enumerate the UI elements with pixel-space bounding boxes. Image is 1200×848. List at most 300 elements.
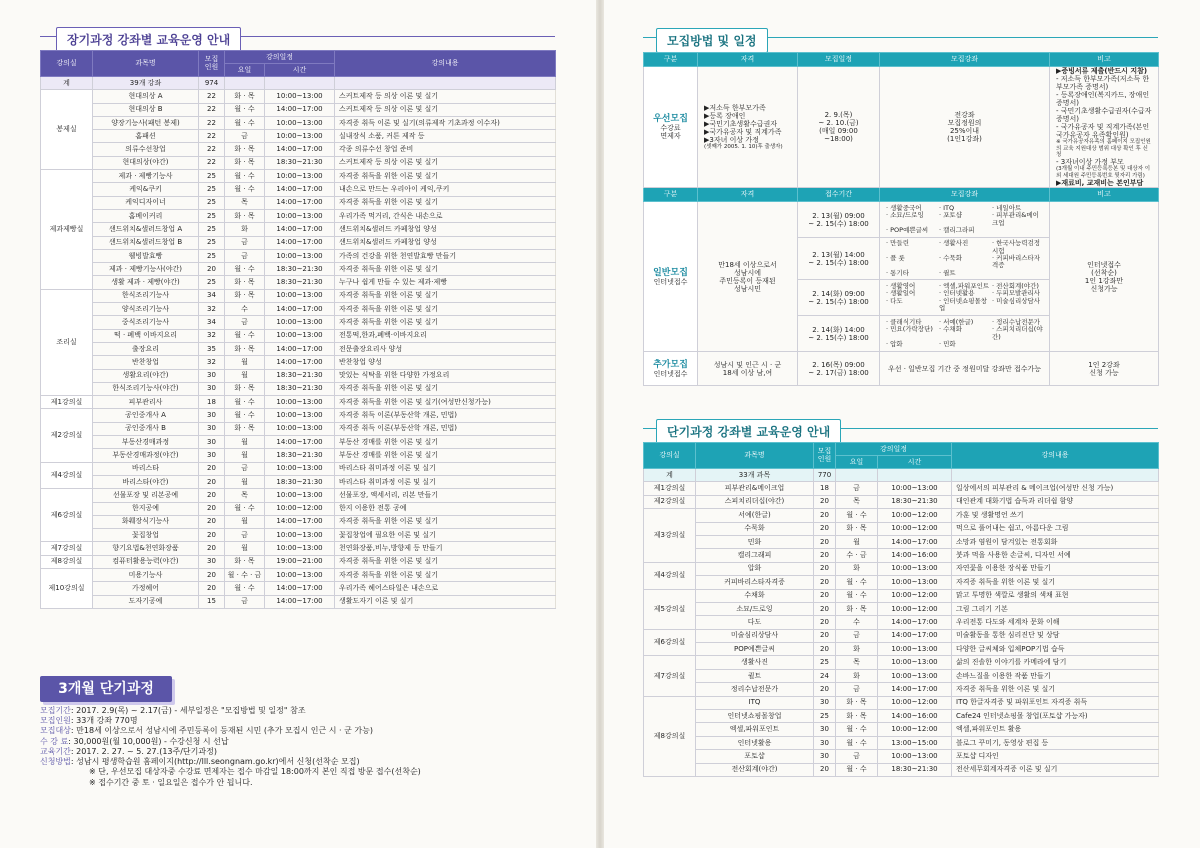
time: 14:00~17:00	[265, 356, 335, 369]
quota: 20	[814, 495, 836, 508]
content: 엑셀,파워포인트 활용	[952, 723, 1159, 736]
day: 화 · 목	[836, 710, 878, 723]
course-name: 부동산경매과정	[93, 436, 199, 449]
quota: 20	[814, 549, 836, 562]
time: 13:00~15:00	[878, 736, 952, 749]
info-key: 모집인원	[40, 716, 71, 726]
time: 14:00~17:00	[265, 582, 335, 595]
list-line: ▶국가유공자 및 직계가족	[704, 127, 782, 136]
table-row	[41, 515, 556, 528]
course-name: 피부관리사	[93, 396, 199, 409]
course-name: 선물포장 및 리본공예	[93, 489, 199, 502]
room-cell: 제3강의실	[644, 509, 696, 563]
course-name: 전산회계(야간)	[696, 763, 814, 776]
header-quota: 모집 인원	[814, 443, 836, 469]
time: 14:00~17:00	[265, 223, 335, 236]
course-name: 화훼장식기능사	[93, 515, 199, 528]
day: 화 · 목	[836, 696, 878, 709]
fee-note: ▶재료비, 교재비는 본인부담	[1056, 179, 1144, 188]
time: 10:00~13:00	[878, 669, 952, 682]
note-line: - 국가유공자 및 직계가족(본인 국가유공자 유족확인원)	[1056, 123, 1150, 140]
course-name: 꽃집창업	[93, 529, 199, 542]
header-cell: 모집강좌	[880, 53, 1050, 67]
header-room: 강의실	[644, 443, 696, 469]
course-item: · 다도	[886, 296, 903, 305]
quota: 25	[199, 276, 225, 289]
table-row	[41, 582, 556, 595]
content: 가훈 및 생활명언 쓰기	[952, 509, 1159, 522]
table-row	[41, 555, 556, 568]
table-row	[644, 482, 1159, 495]
content: Cafe24 인터넷쇼핑몰 창업(포토샵 가능자)	[952, 710, 1159, 723]
list-line: 25%이내	[949, 127, 980, 136]
table-row	[41, 436, 556, 449]
course-name: 중식조리기능사	[93, 316, 199, 329]
quota: 25	[814, 656, 836, 669]
qual-note: (셋째가 2005. 1. 10)후 출생자)	[704, 144, 783, 150]
list-line: (선착순)	[1091, 268, 1117, 277]
info-row	[40, 747, 560, 757]
course-name: 홈베이커리	[93, 209, 199, 222]
course-item: · 통기타	[886, 268, 909, 277]
content: 스커트제작 등 의상 이론 및 실기	[335, 156, 556, 169]
list-line: 모집정원의	[947, 118, 982, 127]
table-row	[41, 183, 556, 196]
content: 자격증 취득을 위한 이론 및 실기	[952, 576, 1159, 589]
time: 14:00~17:00	[265, 436, 335, 449]
time: 10:00~13:00	[265, 249, 335, 262]
time: 10:00~12:00	[878, 696, 952, 709]
content: 가족의 건강을 위한 천연발효빵 만들기	[335, 249, 556, 262]
day: 목	[836, 656, 878, 669]
total-label: 계	[644, 469, 696, 482]
course-item: · ITQ	[939, 203, 955, 212]
table-row	[644, 643, 1159, 656]
content: 각종 의류수선 창업 준비	[335, 143, 556, 156]
content: 샌드위치&샐러드 카페창업 양성	[335, 236, 556, 249]
course-item: · 피부관리&메이크업	[992, 211, 1039, 227]
general-label-cell	[644, 202, 698, 352]
room-cell: 제1강의실	[644, 482, 696, 495]
list-line: 인터넷접수	[1087, 260, 1121, 269]
table-row	[644, 522, 1159, 535]
table-row	[41, 529, 556, 542]
table-row	[41, 263, 556, 276]
quota: 20	[814, 763, 836, 776]
time: 10:00~13:00	[265, 422, 335, 435]
table-row	[644, 736, 1159, 749]
course-name: ITQ	[696, 696, 814, 709]
table-row	[41, 236, 556, 249]
quota: 20	[199, 462, 225, 475]
time: 10:00~13:00	[878, 643, 952, 656]
table-row	[41, 489, 556, 502]
time: 10:00~13:00	[878, 482, 952, 495]
list-cell	[798, 352, 880, 386]
time: 10:00~12:00	[878, 509, 952, 522]
day: 금	[225, 462, 265, 475]
page-gutter	[596, 0, 604, 848]
info-row	[40, 737, 560, 747]
general-row	[644, 202, 1159, 238]
day: 금	[836, 683, 878, 696]
quota: 20	[814, 589, 836, 602]
time: 10:00~13:00	[265, 130, 335, 143]
quota: 20	[199, 502, 225, 515]
day: 월 · 수	[225, 409, 265, 422]
course-name: 케익디자이너	[93, 196, 199, 209]
time: 10:00~13:00	[265, 90, 335, 103]
recruitment-table	[643, 52, 1159, 386]
quota: 20	[199, 542, 225, 555]
content: 바리스타 취미과정 이론 및 실기	[335, 475, 556, 488]
time: 14:00~17:00	[265, 236, 335, 249]
note-small: ※ 국가유공자유족의 홈페이지 모집인원의 교육 지원대상 범위 대상 확인 후 신청	[1056, 139, 1151, 159]
day: 금	[225, 529, 265, 542]
day: 화 · 목	[225, 209, 265, 222]
list-line: ▶국민기초생활수급권자	[704, 119, 778, 128]
course-item: · 네일아트	[992, 203, 1022, 212]
content: 일상에서의 피부관리 & 메이크업(여성만 신청 가능)	[952, 482, 1159, 495]
day: 월 · 수	[225, 396, 265, 409]
time: 10:00~12:00	[878, 602, 952, 615]
quota: 25	[199, 183, 225, 196]
list-line: 신청 가능	[1089, 368, 1119, 377]
content: 자격증 취득을 위한 이론 및 실기	[335, 316, 556, 329]
quota: 20	[199, 582, 225, 595]
course-name: 제과 · 제빵기능사(야간)	[93, 263, 199, 276]
short-course-banner: 3개월 단기과정	[40, 676, 172, 702]
course-grid	[882, 281, 1047, 315]
quota: 18	[814, 482, 836, 495]
course-name: 압화	[696, 562, 814, 575]
quota: 30	[199, 422, 225, 435]
list	[700, 261, 795, 293]
table-row	[41, 170, 556, 183]
course-item: · 스피치리더십(야간)	[992, 325, 1043, 341]
content: 자격증 취득 이론(부동산학 개론, 민법)	[335, 422, 556, 435]
quota: 24	[814, 669, 836, 682]
course-item: · 정리수납전문가	[992, 317, 1041, 326]
course-name: 컴퓨터활용능력(야간)	[93, 555, 199, 568]
table-row	[41, 342, 556, 355]
note-line: - 국민기초생활수급권자(수급자 증명서)	[1056, 107, 1152, 124]
table-row	[41, 329, 556, 342]
room-cell: 제2강의실	[41, 409, 93, 462]
content: 우리전통 다도와 세계차 문화 이해	[952, 616, 1159, 629]
note-title: ▶증빙서류 제출(반드시 지참)	[1056, 67, 1148, 75]
quota: 20	[814, 602, 836, 615]
course-item: · 생활사진	[939, 239, 969, 248]
time: 18:30~21:30	[265, 263, 335, 276]
list-line: 신청가능	[1090, 284, 1118, 293]
course-item: · 전산회계(야간)	[992, 281, 1039, 290]
list-line: 성남시민	[733, 284, 762, 293]
priority-row	[644, 67, 1159, 188]
time: 14:00~17:00	[265, 103, 335, 116]
table-row	[41, 156, 556, 169]
course-name: 도자기공예	[93, 595, 199, 608]
time: 10:00~13:00	[265, 529, 335, 542]
slot-date: 2. 13(월) 14:00 ~ 2. 15(수) 18:00	[798, 238, 880, 280]
list-cell	[698, 202, 798, 352]
quota: 35	[199, 342, 225, 355]
quota: 30	[199, 449, 225, 462]
course-item: · 엑셀,파워포인트	[939, 281, 990, 290]
short-course-table	[643, 442, 1159, 777]
total-empty	[225, 77, 265, 90]
course-item: · 인터넷활용	[939, 289, 975, 298]
course-item: · 인터넷쇼핑몰창업	[939, 296, 988, 313]
priority-sub: 면제자	[660, 132, 681, 141]
table-row	[644, 602, 1159, 615]
list-line: ~ 2. 17(금) 18:00	[808, 368, 869, 377]
list-cell	[1050, 352, 1159, 386]
day: 월 · 수	[836, 763, 878, 776]
day: 화 · 목	[225, 289, 265, 302]
course-item: · 한국사능력검정시험	[992, 239, 1041, 255]
content: 천연화장품,비누,방향제 등 만들기	[335, 542, 556, 555]
course-name: 양장기능사(패턴 봉제)	[93, 116, 199, 129]
time: 14:00~16:00	[878, 710, 952, 723]
content: 자격증 취득을 위한 이론 및 실기	[335, 382, 556, 395]
table-row	[41, 130, 556, 143]
list-cell	[880, 67, 1050, 188]
day: 금	[225, 249, 265, 262]
header-cell: 구분	[644, 188, 698, 202]
quota: 25	[814, 710, 836, 723]
info-value: : 2017. 2.9(목) ~ 2.17(금) - 세부일정은 "모집방법 및 일정" 참조	[70, 706, 306, 715]
extra-row	[644, 352, 1159, 386]
table-row	[644, 589, 1159, 602]
quota: 34	[199, 289, 225, 302]
info-value: : 2017. 2. 27. ~ 5. 27.(13주/단기과정)	[70, 746, 217, 756]
day: 월 · 수 · 금	[225, 568, 265, 581]
total-course-count: 33개 과목	[696, 469, 814, 482]
time: 14:00~17:00	[265, 196, 335, 209]
quota: 20	[814, 562, 836, 575]
list-line: 성남시에	[733, 268, 762, 277]
quota: 20	[814, 629, 836, 642]
content: 자격증 취득을 위한 이론 및 실기	[335, 196, 556, 209]
time: 14:00~17:00	[878, 535, 952, 548]
time: 10:00~13:00	[265, 329, 335, 342]
course-name: 제과 · 제빵기능사	[93, 170, 199, 183]
course-name: 현대의상 A	[93, 90, 199, 103]
priority-label-cell	[644, 67, 698, 188]
content: 맛있는 식탁을 위한 다양한 가정요리	[335, 369, 556, 382]
priority-notes-cell	[1050, 67, 1159, 188]
day: 화 · 목	[225, 143, 265, 156]
time: 10:00~13:00	[265, 542, 335, 555]
table-row	[41, 449, 556, 462]
header-quota: 모집 인원	[199, 51, 225, 77]
content: 소망과 염원이 담겨있는 전통회화	[952, 535, 1159, 548]
list-line: 18세 이상 남,여	[722, 368, 773, 377]
time: 10:00~12:00	[878, 589, 952, 602]
quota: 30	[814, 736, 836, 749]
list	[1052, 261, 1156, 293]
time: 18:30~21:30	[265, 276, 335, 289]
time: 14:00~17:00	[265, 143, 335, 156]
day: 화 · 목	[225, 342, 265, 355]
header-cell: 자격	[698, 188, 798, 202]
content: 생활도자기 이론 및 실기	[335, 595, 556, 608]
day: 월	[225, 369, 265, 382]
info-value: : 33개 강좌 770명	[70, 716, 138, 726]
content: 실내장식 소품, 커튼 제작 등	[335, 130, 556, 143]
course-item: · 서예(한글)	[939, 317, 974, 326]
room-cell: 제5강의실	[644, 589, 696, 629]
time: 18:30~21:30	[878, 763, 952, 776]
time: 18:30~21:30	[878, 495, 952, 508]
course-name: 민화	[696, 535, 814, 548]
course-grid	[882, 317, 1047, 351]
header-cell: 모집강좌	[880, 188, 1050, 202]
general-label: 일반모집	[653, 267, 688, 278]
table-row	[41, 289, 556, 302]
day: 월 · 수	[836, 736, 878, 749]
table-row	[41, 303, 556, 316]
table-row	[41, 116, 556, 129]
table-row	[41, 249, 556, 262]
content: 스커트제작 등 의상 이론 및 실기	[335, 103, 556, 116]
list-line: 2. 9.(목)	[824, 110, 853, 119]
content: 자격증 취득을 위한 이론 및 실기	[335, 555, 556, 568]
table-row	[644, 535, 1159, 548]
course-item: · 커피바리스타자격증	[992, 254, 1041, 270]
course-name: 현대의상 B	[93, 103, 199, 116]
content: 자격증 취득을 위한 이론 및 실기	[335, 515, 556, 528]
room-cell: 제7강의실	[41, 542, 93, 555]
time: 10:00~13:00	[265, 289, 335, 302]
quota: 22	[199, 130, 225, 143]
note-line: - 3자녀이상 가정 부모	[1056, 158, 1124, 167]
info-row	[40, 757, 560, 767]
quota: 22	[199, 103, 225, 116]
list-cell	[698, 67, 798, 188]
list	[700, 361, 795, 377]
table-row	[644, 549, 1159, 562]
content: 샌드위치&샐러드 카페창업 양성	[335, 223, 556, 236]
time: 18:30~21:30	[265, 449, 335, 462]
room-cell: 제8강의실	[41, 555, 93, 568]
course-name: 인터넷쇼핑몰창업	[696, 710, 814, 723]
header-time: 시간	[878, 456, 952, 469]
content: 누구나 쉽게 만들 수 있는 제과·제빵	[335, 276, 556, 289]
table-row	[41, 223, 556, 236]
quota: 20	[199, 489, 225, 502]
table-row	[644, 696, 1159, 709]
table-row	[644, 656, 1159, 669]
header-cell: 모집일정	[798, 53, 880, 67]
time: 14:00~17:00	[878, 683, 952, 696]
day: 수	[836, 616, 878, 629]
day: 화 · 목	[225, 276, 265, 289]
list-line: ~ 2. 10.(금)	[818, 118, 859, 127]
info-key: 신청방법	[40, 757, 71, 767]
course-name: 스피치리더십(야간)	[696, 495, 814, 508]
total-label: 계	[41, 77, 93, 90]
short-course-info	[40, 706, 560, 788]
day: 월 · 수	[225, 582, 265, 595]
info-value: : 성남시 평생학습원 홈페이지(http://lll.seongnam.go.kr)에서 신청(선착순 모집)	[70, 757, 360, 767]
long-course-section-title: 장기과정 강좌별 교육운영 안내	[56, 27, 241, 52]
quota: 20	[814, 616, 836, 629]
content: 우리가족 헤어스타일은 내손으로	[335, 582, 556, 595]
quota: 20	[199, 263, 225, 276]
time: 10:00~13:00	[265, 396, 335, 409]
course-name: 생활 제과 · 제빵(야간)	[93, 276, 199, 289]
course-name: 한식조리기능사(야간)	[93, 382, 199, 395]
course-item: · 수채화	[939, 325, 962, 334]
short-course-section-title: 단기과정 강좌별 교육운영 안내	[656, 419, 841, 444]
time: 10:00~13:00	[878, 562, 952, 575]
course-name: 의류수선창업	[93, 143, 199, 156]
day: 화 · 목	[225, 382, 265, 395]
slot-date: 2. 13(월) 09:00 ~ 2. 15(수) 18:00	[798, 202, 880, 238]
day: 금	[225, 595, 265, 608]
header-course: 과목명	[93, 51, 199, 77]
quota: 22	[199, 143, 225, 156]
quota: 25	[199, 209, 225, 222]
course-name: 반찬창업	[93, 356, 199, 369]
day: 월 · 수	[225, 116, 265, 129]
course-name: 포토샵	[696, 750, 814, 763]
course-name: 미술심리상담사	[696, 629, 814, 642]
table-row	[41, 595, 556, 608]
list-cell	[1050, 202, 1159, 352]
header-cell: 자격	[698, 53, 798, 67]
content: 먹으로 풀어내는 쉽고, 아름다운 그림	[952, 522, 1159, 535]
time: 14:00~17:00	[265, 595, 335, 608]
day: 월 · 수	[225, 183, 265, 196]
notes-list	[1052, 67, 1156, 187]
quota: 20	[814, 576, 836, 589]
table-row	[644, 763, 1159, 776]
info-value: : 만18세 이상으로서 성남시에 주민등록이 등재된 시민 (추가 모집시 인근 시 · 군 가능)	[70, 726, 373, 736]
content: 블로그 꾸미기, 동영상 편집 등	[952, 736, 1159, 749]
quota: 20	[814, 509, 836, 522]
content: 전통떡,한과,폐백·이바지요리	[335, 329, 556, 342]
course-item: · 생활영어	[886, 281, 916, 290]
content: 자격증 취득 이론 및 실기(의류제작 기초과정 이수자)	[335, 116, 556, 129]
time: 14:00~17:00	[878, 629, 952, 642]
course-name: 생활요리(야간)	[93, 369, 199, 382]
room-cell: 제4강의실	[644, 562, 696, 589]
day: 목	[225, 196, 265, 209]
time: 10:00~13:00	[265, 409, 335, 422]
day: 월 · 수	[225, 170, 265, 183]
content: 자격증 취득을 위한 이론 및 실기	[952, 683, 1159, 696]
content: 미술활동을 통한 심리진단 및 상담	[952, 629, 1159, 642]
content: 삶의 진솔한 이야기를 카메라에 담기	[952, 656, 1159, 669]
priority-sub: 수강료	[660, 124, 681, 133]
room-cell: 제7강의실	[644, 656, 696, 696]
course-name: 퀼트	[696, 669, 814, 682]
note-small: (3개월 이내 주민등록등본 및 대상자 이외 세대원 주민등록번호 뒷자리 가림)	[1056, 166, 1151, 179]
day: 월	[225, 449, 265, 462]
course-name: 양식조리기능사	[93, 303, 199, 316]
list-line: ▶등록 장애인	[704, 111, 746, 120]
course-item	[992, 341, 1043, 348]
table-row	[41, 382, 556, 395]
recruitment-section-title: 모집방법 및 일정	[656, 28, 768, 53]
table-row	[41, 369, 556, 382]
course-item: · 두피모발관리사	[992, 289, 1041, 298]
table-row	[41, 475, 556, 488]
day: 금	[836, 482, 878, 495]
